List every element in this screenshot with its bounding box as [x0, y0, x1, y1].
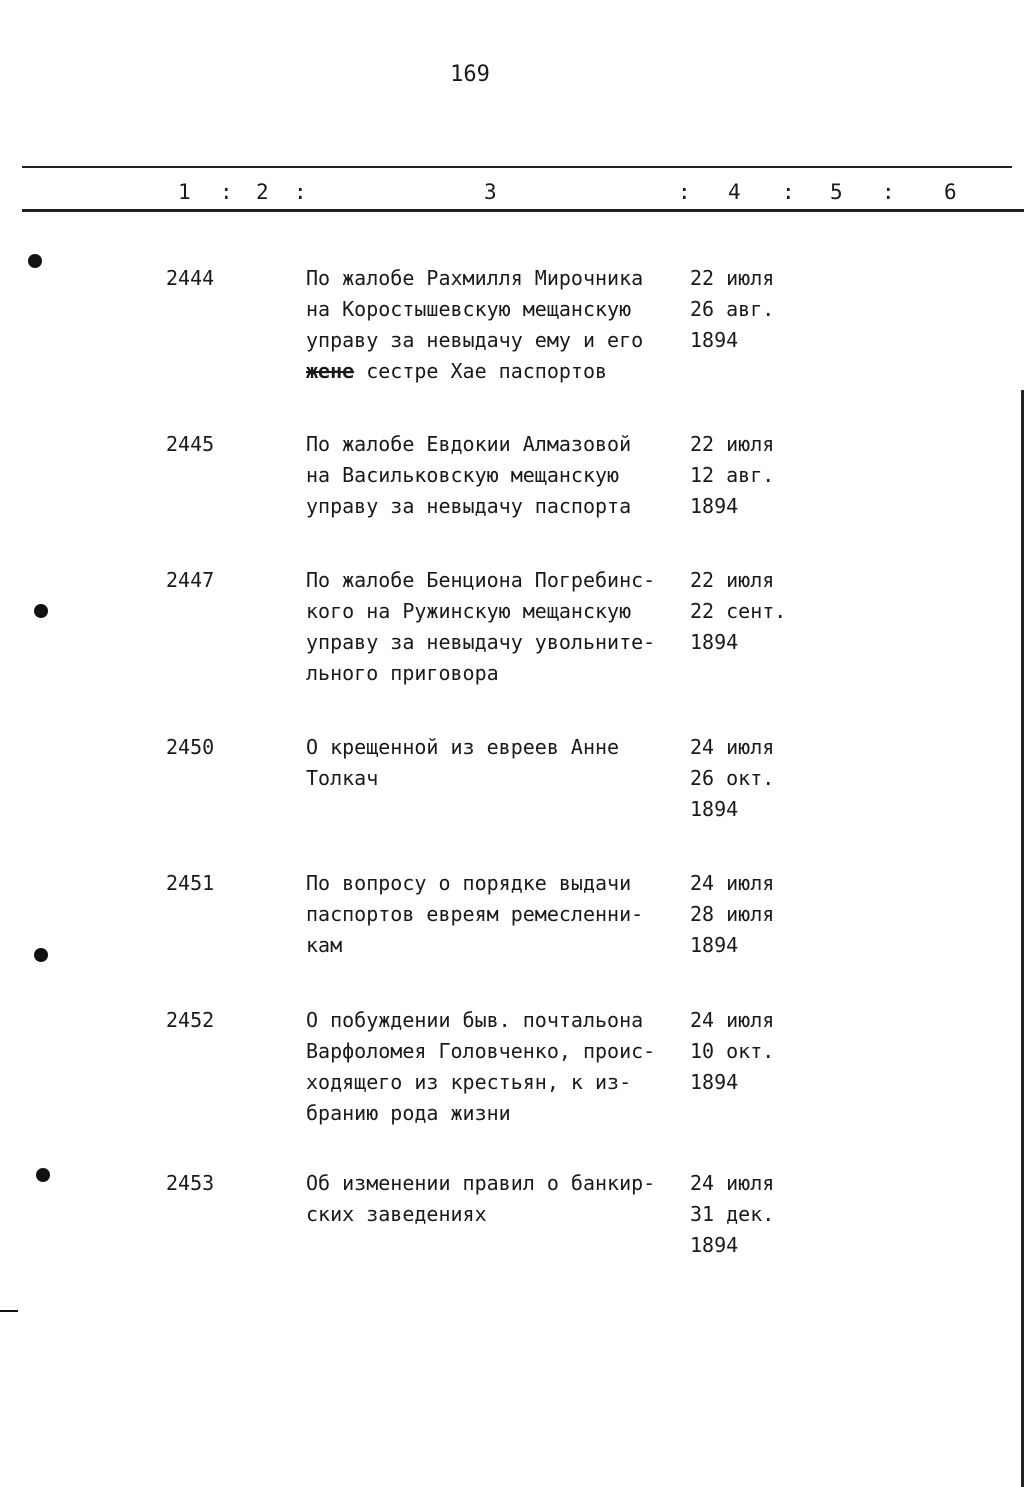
binder-hole — [28, 254, 42, 268]
entry-dates: 24 июля 10 окт. 1894 — [690, 1008, 775, 1094]
struck-word: жене — [306, 359, 355, 383]
entry-number: 2444 — [166, 266, 215, 290]
entry-title: По вопросу о порядке выдачи паспортов евреям ремесленни- кам — [306, 871, 644, 957]
binder-hole — [36, 1168, 50, 1182]
column-separator: : — [220, 180, 233, 204]
page-number: 169 — [450, 62, 490, 87]
entry-dates: 22 июля 12 авг. 1894 — [690, 432, 775, 518]
binder-hole — [34, 604, 48, 618]
column-header-row — [0, 180, 1024, 210]
entry-title: По жалобе Евдокии Алмазовой на Васильковскую мещанскую управу за невыдачу паспорта — [306, 432, 632, 518]
column-separator: : — [882, 180, 895, 204]
entry-dates: 24 июля 28 июля 1894 — [690, 871, 775, 957]
entry-dates: 24 июля 26 окт. 1894 — [690, 735, 775, 821]
entry-dates: 22 июля 22 сент. 1894 — [690, 568, 787, 654]
entry-number: 2450 — [166, 735, 215, 759]
column-separator: : — [782, 180, 795, 204]
entry-title: О побуждении быв. почтальона Варфоломея Головченко, проис- ходящего из крестьян, к из- бранию рода жизни — [306, 1008, 656, 1125]
column-separator: : — [678, 180, 691, 204]
entry-title: Об изменении правил о банкир- ских заведениях — [306, 1171, 656, 1226]
entry-title: По жалобе Рахмилля Мирочника на Коростышевскую мещанскую управу за невыдачу ему и его жене сестре Хае паспортов — [306, 266, 644, 383]
entry-number: 2453 — [166, 1171, 215, 1195]
edge-mark — [0, 1310, 18, 1312]
column-header-5: 5 — [830, 180, 843, 204]
column-header-4: 4 — [728, 180, 741, 204]
entry-number: 2451 — [166, 871, 215, 895]
column-header-6: 6 — [944, 180, 957, 204]
column-header-3: 3 — [484, 180, 497, 204]
entry-title: О крещенной из евреев Анне Толкач — [306, 735, 620, 790]
column-separator: : — [294, 180, 307, 204]
entry-dates: 22 июля 26 авг. 1894 — [690, 266, 775, 352]
column-header-2: 2 — [256, 180, 269, 204]
entry-number: 2447 — [166, 568, 215, 592]
entry-number: 2452 — [166, 1008, 215, 1032]
entry-number: 2445 — [166, 432, 215, 456]
entry-dates: 24 июля 31 дек. 1894 — [690, 1171, 775, 1257]
header-bottom-rule — [22, 209, 1024, 212]
header-top-rule — [22, 166, 1012, 168]
column-header-1: 1 — [178, 180, 191, 204]
entry-title: По жалобе Бенциона Погребинс- кого на Ружинскую мещанскую управу за невыдачу увольните- льного приговора — [306, 568, 656, 685]
binder-hole — [34, 948, 48, 962]
